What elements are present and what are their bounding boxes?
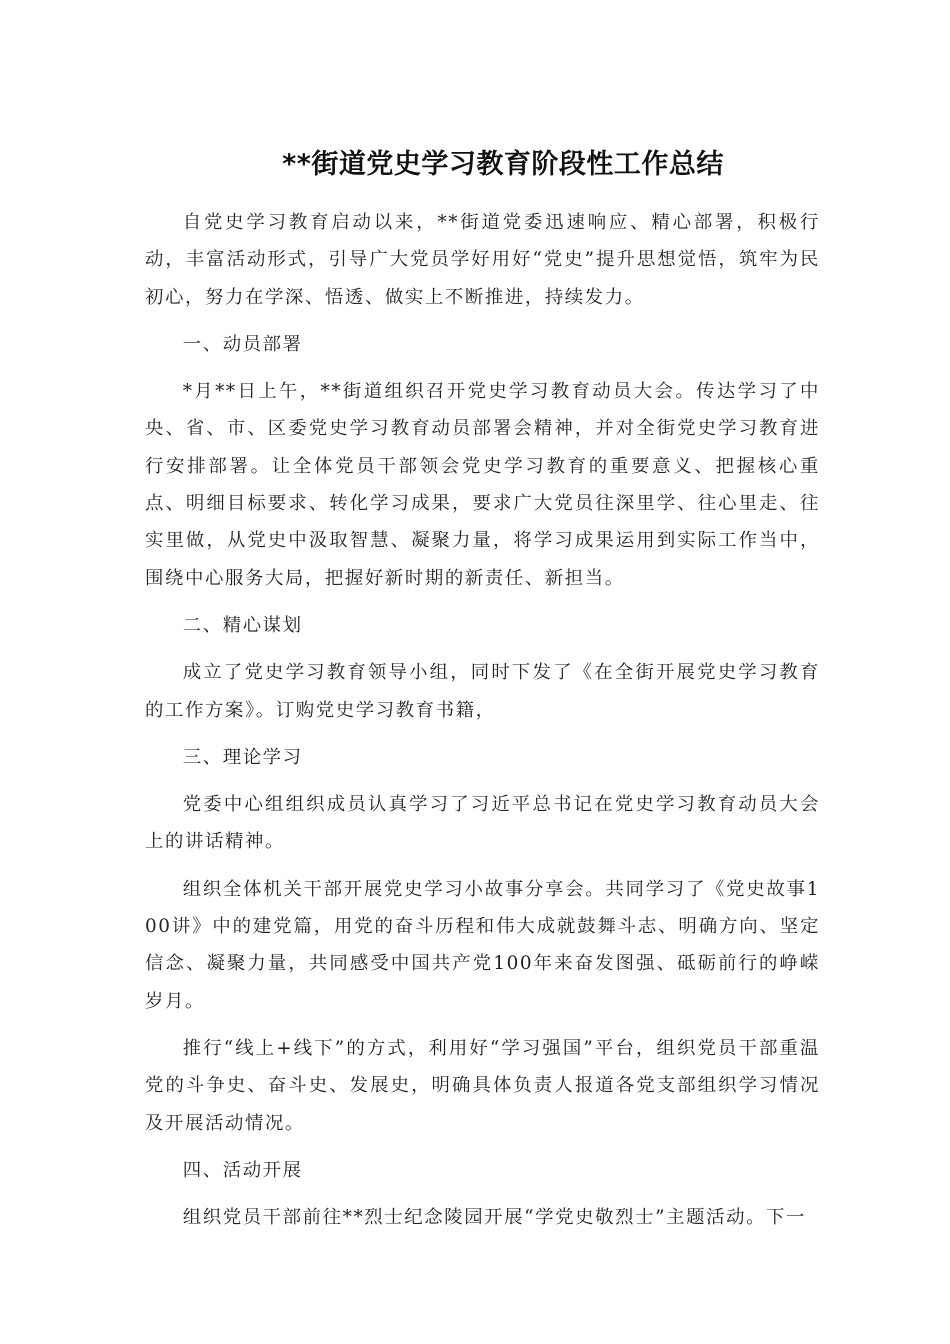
section-paragraph-theory-2: 组织全体机关干部开展党史学习小故事分享会。共同学习了《党史故事100讲》中的建党篇，用党的奋斗历程和伟大成就鼓舞斗志、明确方向、坚定信念、凝聚力量，共同感受中国共产党100年来奋发图强、砥砺前行的峥嵘岁月。 (145, 878, 820, 1012)
section-heading-activities: 四、活动开展 (182, 1159, 303, 1181)
section-heading-theory-study: 三、理论学习 (182, 746, 303, 768)
intro-paragraph: 自党史学习教育启动以来，**街道党委迅速响应、精心部署，积极行动，丰富活动形式，引导广大党员学好用好“党史”提升思想觉悟，筑牢为民初心，努力在学深、悟透、做实上不断推进，持续发力。 (145, 212, 820, 308)
section-paragraph-theory-3: 推行“线上+线下”的方式，利用好“学习强国”平台，组织党员干部重温党的斗争史、奋斗史、发展史，明确具体负责人报道各党支部组织学习情况及开展活动情况。 (145, 1037, 820, 1134)
section-paragraph-theory-1: 党委中心组组织成员认真学习了习近平总书记在党史学习教育动员大会上的讲话精神。 (145, 794, 820, 853)
section-heading-planning: 二、精心谋划 (182, 614, 303, 636)
document-title: **街道党史学习教育阶段性工作总结 (282, 149, 724, 180)
section-paragraph-mobilization: *月**日上午，**街道组织召开党史学习教育动员大会。传达学习了中央、省、市、区委党史学习教育动员部署会精神，并对全街党史学习教育进行安排部署。让全体党员干部领会党史学习教育的重要意义、把握核心重点、明细目标要求、转化学习成果，要求广大党员往深里学、往心里走、往实里做，从党史中汲取智慧、凝聚力量，将学习成果运用到实际工作当中，围绕中心服务大局，把握好新时期的新责任、新担当。 (145, 381, 820, 589)
section-paragraph-activities: 组织党员干部前往**烈士纪念陵园开展“学党史敬烈士”主题活动。下一 (182, 1207, 807, 1229)
section-paragraph-planning: 成立了党史学习教育领导小组，同时下发了《在全街开展党史学习教育的工作方案》。订购党史学习教育书籍， (145, 662, 820, 721)
section-heading-mobilization: 一、动员部署 (182, 333, 303, 355)
document-body (145, 204, 820, 1246)
